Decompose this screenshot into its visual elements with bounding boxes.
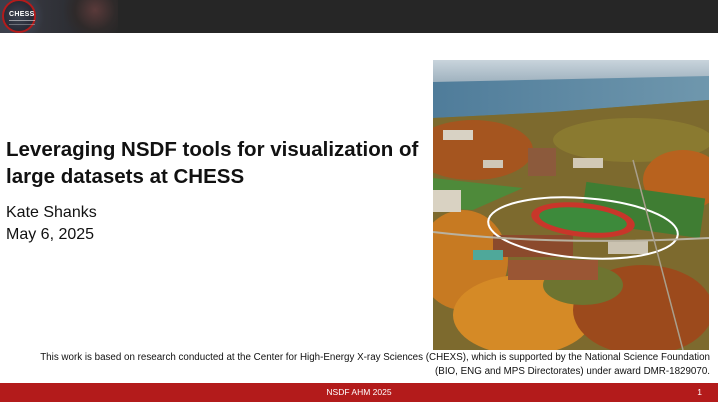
- footer-bar: [0, 383, 718, 402]
- acknowledgement-text: This work is based on research conducted at the Center for High-Energy X-ray Sciences (CHEXS), which is supported by the National Science Foundation (BIO, ENG and MPS Directorates) under award DMR-1829070.: [40, 352, 710, 377]
- chess-logo-area: [0, 0, 118, 33]
- slide-number: 1: [697, 387, 702, 397]
- chess-logo-subtext: [9, 20, 35, 25]
- slide-author: Kate Shanks: [6, 204, 97, 221]
- slide-date: May 6, 2025: [6, 226, 95, 243]
- footer-event-label: NSDF AHM 2025: [326, 387, 392, 397]
- aerial-campus-photo: [433, 60, 709, 350]
- top-banner: [0, 0, 718, 33]
- chess-logo-text: CHESS: [9, 11, 35, 18]
- aerial-campus-photo-illustration: [433, 60, 709, 350]
- slide-title: Leveraging NSDF tools for visualization of large datasets at CHESS: [6, 138, 419, 188]
